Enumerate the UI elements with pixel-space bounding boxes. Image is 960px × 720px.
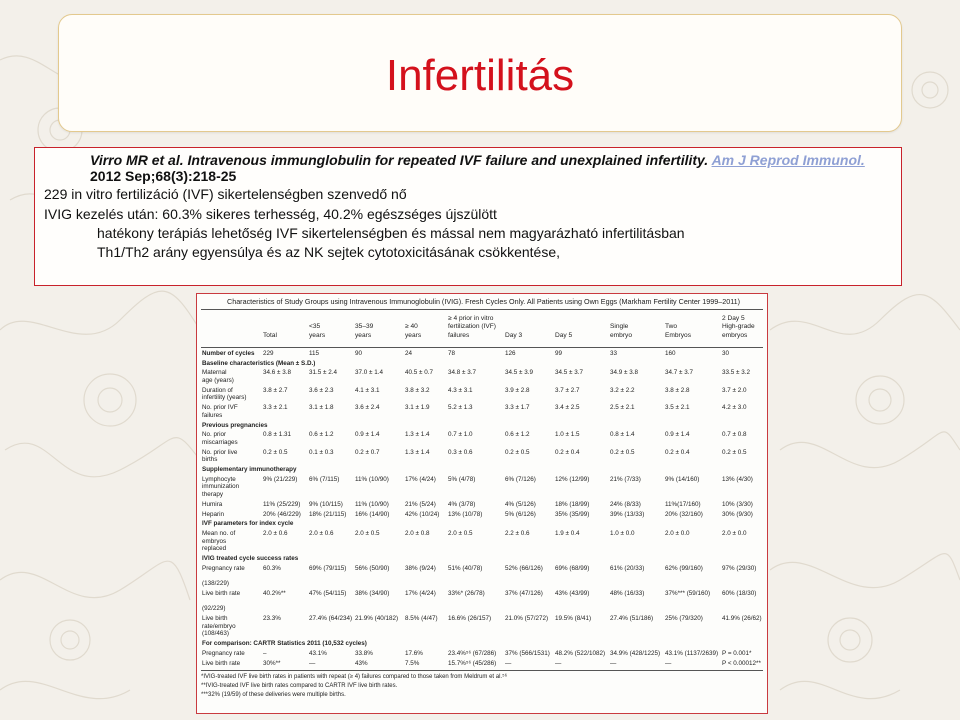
table-title: Characteristics of Study Groups using Intravenous Immunoglobulin (IVIG). Fresh Cycles Only. All Patients using Own Eggs (Markham Fertility Center 1999–2011) xyxy=(227,297,741,306)
row-label-line: Duration of xyxy=(202,386,233,394)
table-cell: 27.4% (64/234) xyxy=(309,615,353,622)
row-label xyxy=(202,476,239,499)
table-cell: 30 xyxy=(722,350,730,357)
table-cell: 0.7 ± 1.0 xyxy=(448,431,473,439)
row-label-line: Live birth rate xyxy=(202,659,241,667)
table-cell: 39% (13/33) xyxy=(610,510,645,518)
table-cell: 3.7 ± 2.7 xyxy=(555,386,580,394)
column-header xyxy=(610,323,632,340)
table-cell: 2.2 ± 0.6 xyxy=(505,530,530,537)
table-cell: 0.3 ± 0.6 xyxy=(448,448,473,456)
table-rule-bottom xyxy=(201,670,763,671)
row-label-line: Supplementary immunotherapy xyxy=(202,466,297,474)
citation-authors: Virro MR et al. xyxy=(90,152,184,168)
table-cell: 3.3 ± 1.7 xyxy=(505,404,530,412)
table-cell: 3.6 ± 2.3 xyxy=(309,386,334,394)
bullet-4: Th1/Th2 arány egyensúlya és az NK sejtek cytotoxicitásának csökkentése, xyxy=(97,244,561,260)
table-cell: 21% (7/33) xyxy=(610,475,641,483)
column-header-line: 35–39 xyxy=(355,323,374,330)
table-cell: 33%* (26/78) xyxy=(448,589,485,597)
table-cell: — xyxy=(555,659,562,667)
table-cell: 61% (20/33) xyxy=(610,564,645,572)
table-cell: 4% (3/78) xyxy=(448,500,476,508)
table-cell: 2.0 ± 0.5 xyxy=(355,530,380,537)
table-cell: 15.7%⁵⁶ (45/286) xyxy=(448,659,497,667)
table-cell: 25% (79/320) xyxy=(665,615,703,622)
table-cell: 7.5% xyxy=(405,659,420,667)
row-label xyxy=(202,650,245,658)
table-cell: 21.0% (57/272) xyxy=(505,615,549,622)
table-cell: 38% (34/90) xyxy=(355,589,390,597)
table-cell: 24 xyxy=(405,350,413,357)
table-cell: P < 0.00012** xyxy=(722,659,761,667)
row-label-line: immunization xyxy=(202,483,240,491)
table-cell: 3.5 ± 2.1 xyxy=(665,404,690,412)
table-cell: 0.2 ± 0.5 xyxy=(722,448,747,456)
column-header-line: 2 Day 5 xyxy=(722,314,745,322)
column-header-line: ≥ 4 prior in vitro xyxy=(448,314,494,322)
table-cell: 0.2 ± 0.4 xyxy=(555,448,580,456)
table-cell: 34.6 ± 3.8 xyxy=(263,369,291,377)
table-cell: 20% (32/160) xyxy=(665,510,703,518)
column-header-line: Day 5 xyxy=(555,331,573,339)
table-cell: 51% (40/78) xyxy=(448,564,483,572)
row-label-line: For comparison: CARTR Statistics 2011 (10,532 cycles) xyxy=(202,640,367,648)
row-label xyxy=(202,449,237,464)
table-cell: 48.2% (522/1082) xyxy=(555,649,606,657)
row-label-line: infertility (years) xyxy=(202,394,247,402)
row-label xyxy=(202,404,238,419)
table-cell: 0.7 ± 0.8 xyxy=(722,431,747,439)
column-header-line: fertilization (IVF) xyxy=(448,323,496,330)
column-header-line: <35 xyxy=(309,323,321,330)
row-label xyxy=(202,360,315,368)
table-cell: 0.2 ± 0.5 xyxy=(505,448,530,456)
table-cell: 1.0 ± 0.0 xyxy=(610,530,635,537)
table-cell: 37% (47/126) xyxy=(505,589,543,597)
row-label-line: Humira xyxy=(202,500,223,508)
table-cell: 17.6% xyxy=(405,649,423,657)
table-cell: 3.4 ± 2.5 xyxy=(555,404,580,412)
row-label-line: Maternal xyxy=(202,369,227,377)
row-label-line: IVF parameters for index cycle xyxy=(202,520,294,528)
table-cell: 3.7 ± 2.0 xyxy=(722,386,747,394)
column-header-line: Single xyxy=(610,323,629,330)
table-cell: 1.9 ± 0.4 xyxy=(555,530,580,537)
row-label xyxy=(202,511,224,519)
row-label-line: Pregnancy rate xyxy=(202,649,245,657)
table-cell: 2.0 ± 0.0 xyxy=(722,530,747,537)
table-cell: 2.5 ± 2.1 xyxy=(610,404,635,412)
row-label-line: No. prior live xyxy=(202,448,238,456)
row-label xyxy=(202,530,235,553)
row-label xyxy=(202,520,293,528)
table-rule-header xyxy=(201,347,763,348)
table-cell: 2.0 ± 0.5 xyxy=(448,530,473,537)
row-label-line: replaced xyxy=(202,545,227,553)
column-header-line: Embryos xyxy=(665,331,692,339)
table-cell: 24% (8/33) xyxy=(610,500,641,508)
row-label xyxy=(202,431,238,446)
table-cell: 30%** xyxy=(263,659,281,667)
row-label xyxy=(202,590,240,613)
table-cell: 0.2 ± 0.5 xyxy=(610,448,635,456)
table-cell: 37%*** (59/160) xyxy=(665,589,711,597)
table-cell: — xyxy=(610,659,617,667)
table-cell: 37% (566/1531) xyxy=(505,649,550,657)
table-footnote: ***32% (19/59) of these deliveries were multiple births. xyxy=(201,692,346,699)
table-cell: 38% (9/24) xyxy=(405,564,436,572)
table-cell: 48% (16/33) xyxy=(610,589,645,597)
table-cell: 13% (10/78) xyxy=(448,510,483,518)
row-label-line: (138/229) xyxy=(202,580,229,588)
table-cell: 9% (10/115) xyxy=(309,500,343,508)
table-cell: 0.9 ± 1.4 xyxy=(355,431,380,439)
column-header xyxy=(309,323,325,340)
row-label-line: embryos xyxy=(202,537,227,545)
column-header xyxy=(405,323,421,340)
table-cell: 33.5 ± 3.2 xyxy=(722,369,750,377)
column-header-line: years xyxy=(355,331,372,339)
row-label-line: Live birth xyxy=(202,615,228,622)
column-header xyxy=(722,315,755,341)
column-header xyxy=(505,332,522,341)
row-label-line: births xyxy=(202,456,218,464)
table-cell: 56% (50/90) xyxy=(355,564,390,572)
table-cell: 37.0 ± 1.4 xyxy=(355,369,383,377)
table-cell: 21.9% (40/182) xyxy=(355,615,399,622)
table-cell: 3.3 ± 2.1 xyxy=(263,404,288,412)
table-cell: 8.5% (4/47) xyxy=(405,615,438,622)
table-cell: 3.1 ± 1.9 xyxy=(405,404,430,412)
table-cell: 11%(17/160) xyxy=(665,500,701,508)
row-label xyxy=(202,660,240,668)
row-label-line: Mean no. of xyxy=(202,530,236,537)
row-label-line xyxy=(202,598,240,606)
table-cell: 27.4% (51/186) xyxy=(610,615,654,622)
column-header-line: failures xyxy=(448,331,470,339)
table-cell: 2.0 ± 0.6 xyxy=(263,530,288,537)
table-cell: 0.8 ± 1.31 xyxy=(263,431,291,439)
table-cell: 97% (29/30) xyxy=(722,564,757,572)
table-cell: 47% (54/115) xyxy=(309,589,347,597)
row-label-line: failures xyxy=(202,411,223,419)
table-cell: 6% (7/126) xyxy=(505,475,536,483)
table-cell: 43.1% (1137/2639) xyxy=(665,649,719,657)
table-cell: 10% (3/30) xyxy=(722,500,753,508)
table-cell: — xyxy=(665,659,672,667)
study-table xyxy=(196,293,768,714)
title-box xyxy=(58,14,902,132)
citation-journal-link[interactable]: Am J Reprod Immunol. xyxy=(711,152,865,168)
table-footnote: *IVIG-treated IVF live birth rates in patients with repeat (≥ 4) failures compared to those taken from Meldrum et al.⁵⁶ xyxy=(201,674,508,681)
row-label-line: rate/embryo xyxy=(202,622,236,630)
bullet-3: hatékony terápiás lehetőség IVF sikertelenségben és mással nem magyarázható infertilitásban xyxy=(97,225,685,241)
table-cell: 34.8 ± 3.7 xyxy=(448,369,476,377)
table-cell: 3.8 ± 3.2 xyxy=(405,386,430,394)
table-cell: 17% (4/24) xyxy=(405,475,436,483)
table-cell: 12% (12/99) xyxy=(555,475,590,483)
column-header xyxy=(263,332,277,341)
table-cell: 1.0 ± 1.5 xyxy=(555,431,580,439)
table-cell: 52% (66/126) xyxy=(505,564,543,572)
table-cell: 34.9 ± 3.8 xyxy=(610,369,638,377)
row-label xyxy=(202,369,234,384)
row-label xyxy=(202,640,367,648)
table-cell: 115 xyxy=(309,350,320,357)
row-label xyxy=(202,501,222,509)
table-cell: 5% (4/78) xyxy=(448,475,476,483)
table-cell: 9% (14/160) xyxy=(665,475,700,483)
table-cell: 23.3% xyxy=(263,615,281,622)
bullet-1: 229 in vitro fertilizáció (IVF) sikertelenségben szenvedő nő xyxy=(44,186,407,202)
table-cell: 60% (18/30) xyxy=(722,589,757,597)
table-cell: 69% (68/99) xyxy=(555,564,590,572)
table-cell: 41.9% (26/62) xyxy=(722,615,762,622)
bullet-2: IVIG kezelés után: 60.3% sikeres terhesség, 40.2% egészséges újszülött xyxy=(44,206,497,222)
row-label-line: IVIG treated cycle success rates xyxy=(202,555,299,563)
table-cell: 40.2%** xyxy=(263,589,286,597)
table-cell: 1.3 ± 1.4 xyxy=(405,431,430,439)
row-label-line: miscarriages xyxy=(202,438,238,446)
column-header xyxy=(448,315,496,341)
table-cell: 0.2 ± 0.5 xyxy=(263,448,288,456)
table-cell: 60.3% xyxy=(263,564,281,572)
table-cell: 99 xyxy=(555,350,563,357)
table-cell: 4% (5/126) xyxy=(505,500,536,508)
table-cell: 0.2 ± 0.7 xyxy=(355,448,380,456)
table-cell: 40.5 ± 0.7 xyxy=(405,369,433,377)
table-cell: 18% (21/115) xyxy=(309,510,347,518)
citation-volume: 2012 Sep;68(3):218-25 xyxy=(90,168,237,184)
table-cell: 160 xyxy=(665,350,676,357)
table-cell: 4.3 ± 3.1 xyxy=(448,386,473,394)
table-cell: 5% (6/126) xyxy=(505,510,536,518)
table-cell: 126 xyxy=(505,350,516,357)
citation-article: Intravenous immunglobulin for repeated IVF failure and unexplained infertility. xyxy=(187,152,709,168)
column-header xyxy=(665,323,691,340)
table-cell: 43.1% xyxy=(309,649,327,657)
table-cell: 3.1 ± 1.8 xyxy=(309,404,334,412)
table-cell: 2.0 ± 0.8 xyxy=(405,530,430,537)
table-cell: 0.6 ± 1.2 xyxy=(505,431,530,439)
info-box xyxy=(34,147,902,286)
table-cell: 3.8 ± 2.8 xyxy=(665,386,690,394)
table-cell: 43% xyxy=(355,659,368,667)
row-label-line: Live birth rate xyxy=(202,589,241,597)
column-header-line: years xyxy=(309,331,326,339)
row-label-line xyxy=(202,572,245,580)
table-cell: 0.2 ± 0.4 xyxy=(665,448,690,456)
row-label-line: therapy xyxy=(202,491,224,499)
table-cell: 69% (79/115) xyxy=(309,564,347,572)
table-cell: 229 xyxy=(263,350,274,357)
table-cell: – xyxy=(263,649,267,657)
table-cell: 4.1 ± 3.1 xyxy=(355,386,380,394)
table-cell: 20% (46/229) xyxy=(263,510,301,518)
table-cell: 3.9 ± 2.8 xyxy=(505,386,530,394)
table-cell: 16.6% (26/157) xyxy=(448,615,492,622)
table-cell: 0.8 ± 1.4 xyxy=(610,431,635,439)
table-cell: 21% (5/24) xyxy=(405,500,436,508)
table-cell: 78 xyxy=(448,350,456,357)
table-cell: 0.1 ± 0.3 xyxy=(309,448,334,456)
table-cell: 42% (10/24) xyxy=(405,510,440,518)
row-label-line: Lymphocyte xyxy=(202,475,236,483)
column-header xyxy=(355,323,373,340)
table-cell: 0.6 ± 1.2 xyxy=(309,431,334,439)
table-cell: 5.2 ± 1.3 xyxy=(448,404,473,412)
citation xyxy=(90,152,890,184)
table-cell: — xyxy=(505,659,512,667)
row-label-line: Baseline characteristics (Mean ± S.D.) xyxy=(202,359,316,367)
table-cell: 2.0 ± 0.0 xyxy=(665,530,690,537)
slide-title: Infertilitás xyxy=(385,51,575,100)
table-cell: 34.5 ± 3.7 xyxy=(555,369,583,377)
table-cell: 1.3 ± 1.4 xyxy=(405,448,430,456)
table-cell: 23.4%⁵⁶ (67/286) xyxy=(448,649,497,657)
column-header xyxy=(555,332,572,341)
table-cell: 18% (18/99) xyxy=(555,500,590,508)
table-cell: 13% (4/30) xyxy=(722,475,753,483)
row-label xyxy=(202,422,267,430)
table-cell: 11% (10/90) xyxy=(355,475,389,483)
table-cell: 34.9% (428/1225) xyxy=(610,649,661,657)
table-cell: 34.7 ± 3.7 xyxy=(665,369,693,377)
table-cell: — xyxy=(309,659,316,667)
row-label-line: (108/463) xyxy=(202,630,229,638)
table-cell: P = 0.001* xyxy=(722,649,752,657)
row-label-line: Number of cycles xyxy=(202,350,255,357)
table-cell: 33.8% xyxy=(355,649,373,657)
row-label xyxy=(202,555,298,563)
column-header-line: Day 3 xyxy=(505,331,523,339)
column-header-line: years xyxy=(405,331,422,339)
row-label-line: Pregnancy rate xyxy=(202,564,245,572)
table-cell: 62% (99/160) xyxy=(665,564,703,572)
table-cell: 2.0 ± 0.6 xyxy=(309,530,334,537)
table-cell: 9% (21/229) xyxy=(263,475,298,483)
table-cell: 43% (43/99) xyxy=(555,589,590,597)
table-cell: 6% (7/115) xyxy=(309,475,340,483)
table-cell: 35% (35/99) xyxy=(555,510,590,518)
row-label xyxy=(202,466,296,474)
table-footnote: **IVIG-treated IVF live birth rates compared to CARTR IVF live birth rates. xyxy=(201,683,398,690)
table-cell: 30% (9/30) xyxy=(722,510,753,518)
row-label-line: (92/229) xyxy=(202,605,226,613)
column-header-line: Two xyxy=(665,323,678,330)
table-cell: 3.6 ± 2.4 xyxy=(355,404,380,412)
table-cell: 90 xyxy=(355,350,363,357)
column-header-line: High-grade xyxy=(722,323,755,330)
table-cell: 33 xyxy=(610,350,618,357)
row-label-line: No. prior IVF xyxy=(202,404,238,412)
table-cell: 11% (10/90) xyxy=(355,500,389,508)
table-cell: 31.5 ± 2.4 xyxy=(309,369,337,377)
row-label-line: No. prior xyxy=(202,431,227,439)
row-label xyxy=(202,615,236,638)
table-cell: 0.9 ± 1.4 xyxy=(665,431,690,439)
row-label-line: Heparin xyxy=(202,510,225,518)
table-cell: 4.2 ± 3.0 xyxy=(722,404,747,412)
column-header-line: ≥ 40 xyxy=(405,323,418,330)
row-label-line: age (years) xyxy=(202,377,234,385)
table-cell: 19.5% (8/41) xyxy=(555,615,592,622)
row-label xyxy=(202,565,245,588)
table-cell: 17% (4/24) xyxy=(405,589,436,597)
column-header-line: embryo xyxy=(610,331,632,339)
table-rule-top xyxy=(201,309,763,310)
table-cell: 34.5 ± 3.9 xyxy=(505,369,533,377)
column-header-line: embryos xyxy=(722,331,748,339)
table-cell: 16% (14/90) xyxy=(355,510,390,518)
row-label xyxy=(202,350,255,358)
table-cell: 3.2 ± 2.2 xyxy=(610,386,635,394)
row-label-line: Previous pregnancies xyxy=(202,421,268,429)
row-label xyxy=(202,387,246,402)
column-header-line: Total xyxy=(263,331,277,339)
table-cell: 11% (25/229) xyxy=(263,500,301,508)
table-cell: 3.8 ± 2.7 xyxy=(263,386,288,394)
